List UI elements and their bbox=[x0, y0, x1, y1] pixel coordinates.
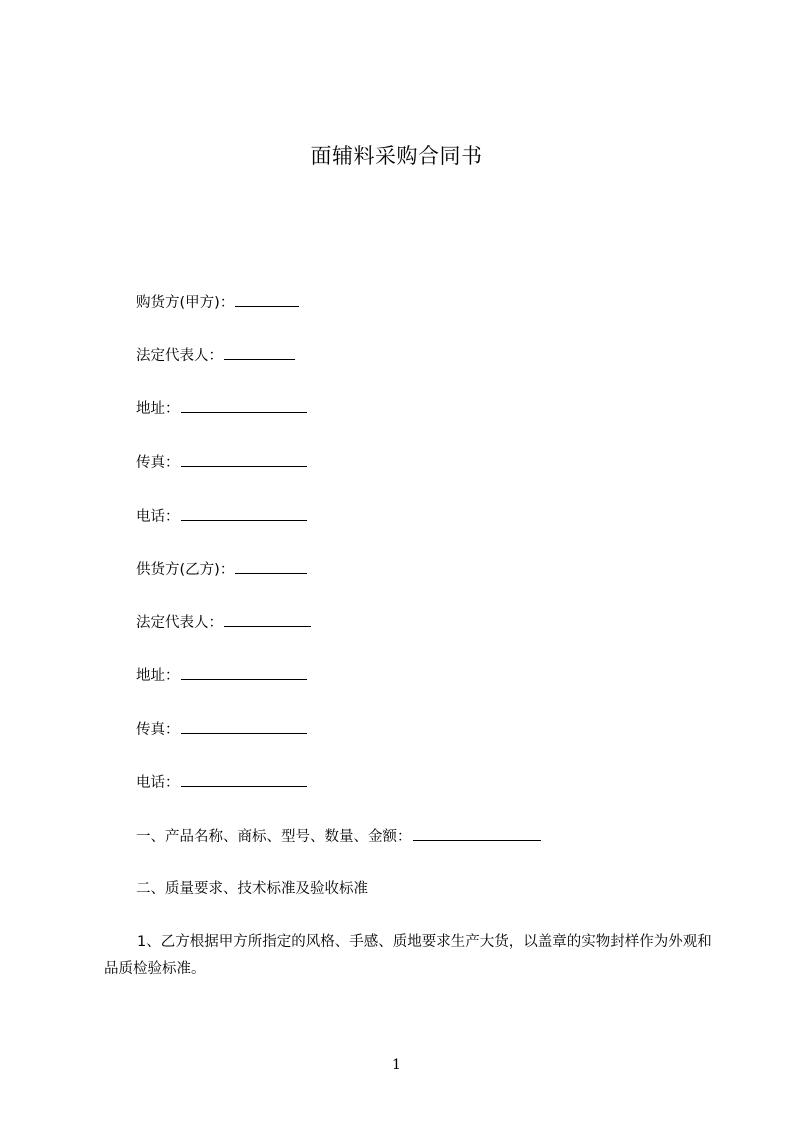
clause-two-1: 1、乙方根据甲方所指定的风格、手感、质地要求生产大货，以盖章的实物封样作为外观和品质检验标准。 bbox=[104, 934, 712, 977]
document-title: 面辅料采购合同书 bbox=[310, 144, 483, 168]
supplier-fax-field bbox=[136, 719, 307, 740]
buyer-fax-blank bbox=[181, 452, 307, 467]
buyer-party-blank bbox=[235, 292, 299, 307]
buyer-representative-label: 法定代表人： bbox=[136, 348, 223, 364]
supplier-phone-blank bbox=[181, 772, 307, 787]
buyer-phone-blank bbox=[181, 506, 307, 521]
section-two-label: 二、质量要求、技术标准及验收标准 bbox=[136, 881, 368, 897]
supplier-address-field bbox=[136, 665, 307, 686]
supplier-representative-blank bbox=[224, 612, 311, 627]
supplier-representative-label: 法定代表人： bbox=[136, 615, 223, 631]
buyer-address-label: 地址： bbox=[136, 401, 180, 417]
buyer-representative-blank bbox=[224, 345, 295, 360]
section-one-label: 一、产品名称、商标、型号、数量、金额： bbox=[136, 829, 412, 845]
buyer-party-label: 购货方(甲方)： bbox=[136, 295, 235, 311]
buyer-representative-field bbox=[136, 345, 295, 366]
buyer-address-blank bbox=[181, 398, 307, 413]
supplier-representative-field bbox=[136, 612, 311, 633]
section-one-blank bbox=[413, 826, 541, 841]
supplier-party-field bbox=[136, 559, 307, 580]
supplier-party-blank bbox=[235, 559, 307, 574]
supplier-fax-label: 传真： bbox=[136, 722, 180, 738]
buyer-phone-field bbox=[136, 506, 307, 527]
buyer-address-field bbox=[136, 398, 307, 419]
supplier-address-blank bbox=[181, 665, 307, 680]
page-number: 1 bbox=[392, 1057, 401, 1073]
supplier-fax-blank bbox=[181, 719, 307, 734]
supplier-phone-label: 电话： bbox=[136, 775, 180, 791]
supplier-address-label: 地址： bbox=[136, 668, 180, 684]
supplier-phone-field bbox=[136, 772, 307, 793]
section-one-heading bbox=[136, 826, 541, 847]
buyer-party-field bbox=[136, 292, 299, 313]
buyer-fax-label: 传真： bbox=[136, 455, 180, 471]
buyer-fax-field bbox=[136, 452, 307, 473]
supplier-party-label: 供货方(乙方)： bbox=[136, 562, 235, 578]
buyer-phone-label: 电话： bbox=[136, 509, 180, 525]
section-two-heading bbox=[136, 879, 368, 899]
